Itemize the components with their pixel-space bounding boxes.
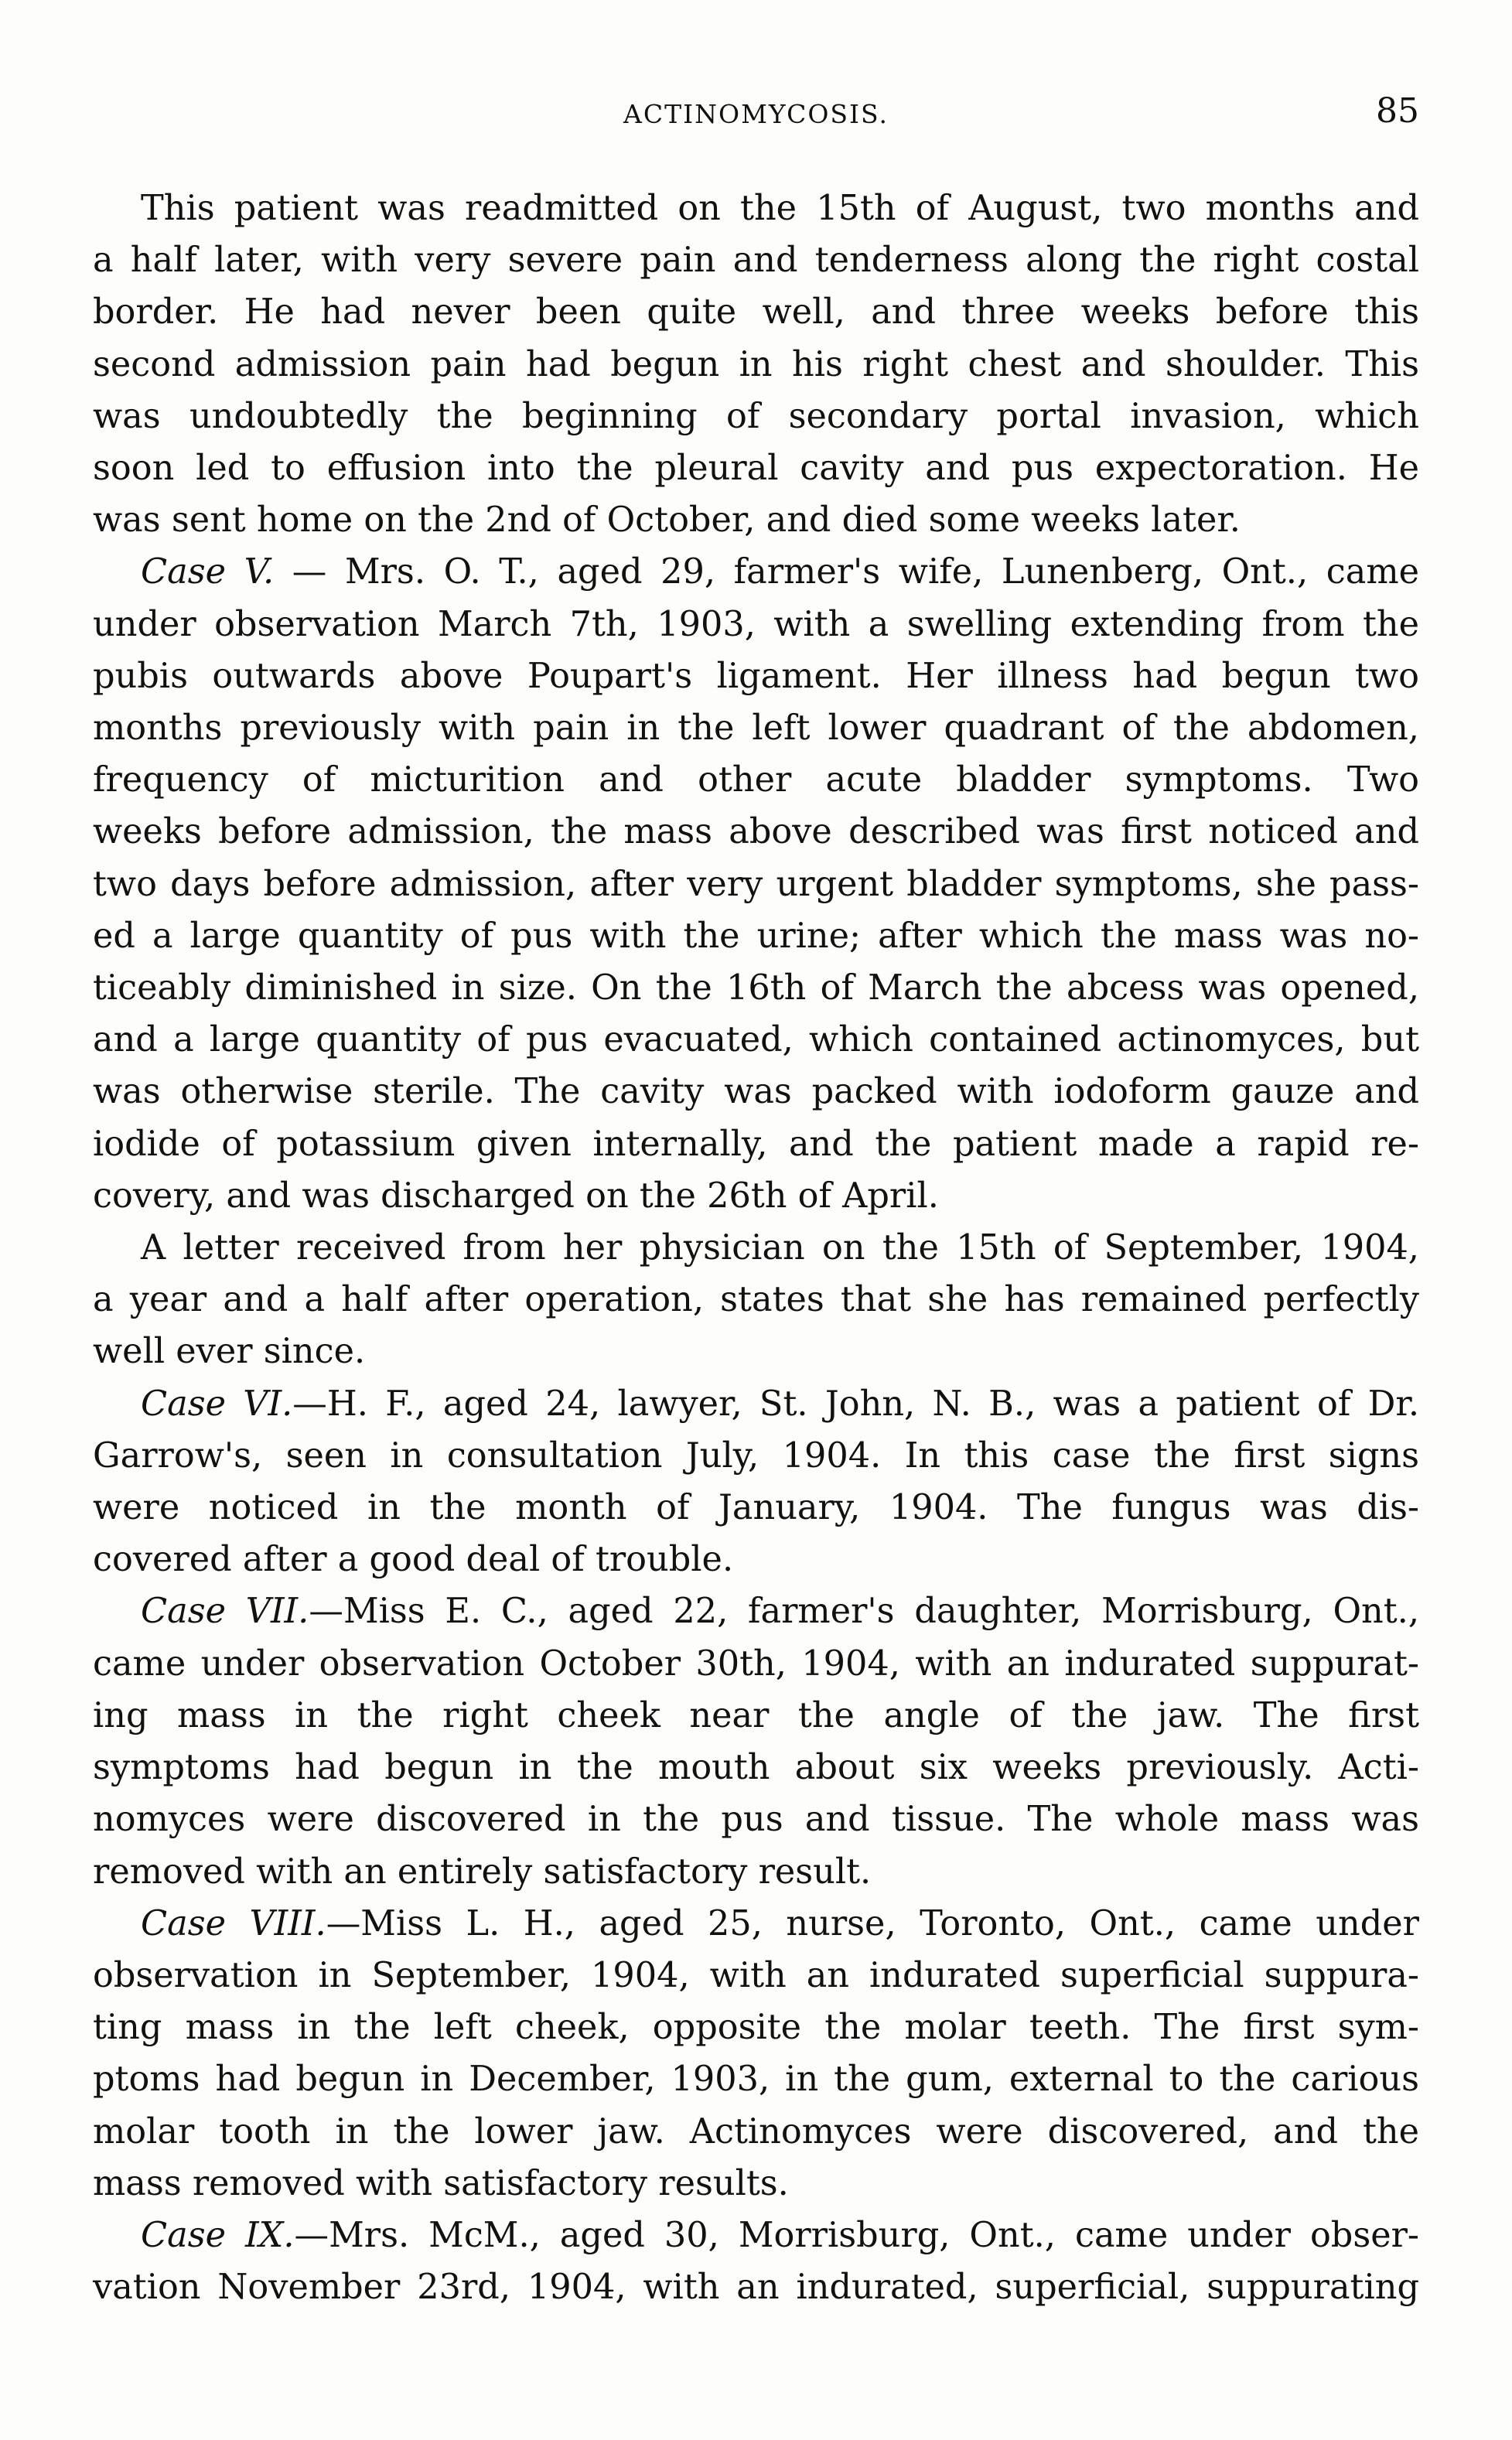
text-line: Garrow's, seen in consultation July, 1904. In this case the first signs (93, 1435, 1419, 1476)
text-line: ting mass in the left cheek, opposite the molar teeth. The first sym- (93, 2007, 1419, 2048)
text-line: a year and a half after operation, states that she has remained perfectly (93, 1279, 1419, 1320)
text-line: was undoubtedly the beginning of secondary portal invasion, which (93, 395, 1419, 436)
text-line (93, 1378, 1419, 1430)
case-text: —H. F., aged 24, lawyer, St. John, N. B., was a patient of Dr. (292, 1383, 1419, 1424)
text-line: under observation March 7th, 1903, with a swelling extending from the (93, 603, 1419, 644)
text-line: soon led to effusion into the pleural cavity and pus expectoration. He (93, 448, 1419, 489)
text-line: came under observation October 30th, 1904, with an indurated suppurat- (93, 1643, 1419, 1684)
text-line: removed with an entirely satisfactory result. (93, 1851, 872, 1892)
text-line: symptoms had begun in the mouth about six weeks previously. Acti- (93, 1747, 1419, 1788)
text-line: frequency of micturition and other acute bladder symptoms. Two (93, 759, 1419, 800)
text-line: covery, and was discharged on the 26th of April. (93, 1175, 939, 1216)
page-number: 85 (1376, 91, 1419, 131)
paragraph (93, 1222, 1419, 1378)
paragraph (93, 183, 1419, 546)
text-line (93, 1898, 1419, 1950)
text-line: nomyces were discovered in the pus and tissue. The whole mass was (93, 1799, 1419, 1840)
paragraph (93, 1898, 1419, 2210)
case-text: — Mrs. O. T., aged 29, farmer's wife, Lunenberg, Ont., came (274, 551, 1419, 592)
text-line: a half later, with very severe pain and tenderness along the right costal (93, 240, 1419, 281)
text-line: molar tooth in the lower jaw. Actinomyces were discovered, and the (93, 2111, 1419, 2152)
text-line: months previously with pain in the left lower quadrant of the abdomen, (93, 708, 1419, 749)
case-text: —Miss L. H., aged 25, nurse, Toronto, Ont., came under (326, 1903, 1419, 1943)
text-line: border. He had never been quite well, and three weeks before this (93, 292, 1419, 333)
paragraph (93, 546, 1419, 1222)
case-label: Case IX. (141, 2214, 295, 2255)
text-line: two days before admission, after very urgent bladder symptoms, she pass- (93, 863, 1419, 904)
case-text: —Miss E. C., aged 22, farmer's daughter, Morrisburg, Ont., (309, 1591, 1419, 1632)
text-line: ing mass in the right cheek near the angle of the jaw. The first (93, 1694, 1419, 1735)
paragraph (93, 1378, 1419, 1586)
paragraph (93, 1585, 1419, 1897)
text-line: covered after a good deal of trouble. (93, 1539, 734, 1580)
text-line: ptoms had begun in December, 1903, in the gum, external to the carious (93, 2059, 1419, 2100)
text-line: and a large quantity of pus evacuated, which contained actinomyces, but (93, 1019, 1419, 1060)
text-line: was sent home on the 2nd of October, and died some weeks later. (93, 500, 1241, 541)
text-line: ticeably diminished in size. On the 16th of March the abcess was opened, (93, 967, 1419, 1008)
case-label: Case V. (141, 551, 275, 592)
text-line: weeks before admission, the mass above described was first noticed and (93, 811, 1419, 852)
case-text: —Mrs. McM., aged 30, Morrisburg, Ont., came under obser- (294, 2214, 1419, 2255)
text-line: iodide of potassium given internally, and the patient made a rapid re- (93, 1123, 1419, 1164)
text-line: ed a large quantity of pus with the urine; after which the mass was no- (93, 915, 1419, 956)
case-label: Case VI. (141, 1383, 293, 1424)
text-line: pubis outwards above Poupart's ligament. Her illness had begun two (93, 655, 1419, 696)
text-line: observation in September, 1904, with an indurated superficial suppura- (93, 1954, 1419, 1995)
text-line: A letter received from her physician on the 15th of September, 1904, (141, 1227, 1419, 1268)
text-line: This patient was readmitted on the 15th of August, two months and (141, 188, 1419, 228)
text-line: mass removed with satisfactory results. (93, 2162, 789, 2203)
text-line (93, 546, 1419, 598)
text-line: were noticed in the month of January, 1904. The fungus was dis- (93, 1487, 1419, 1528)
body-text (93, 183, 1419, 2313)
case-label: Case VIII. (141, 1903, 326, 1943)
text-line: well ever since. (93, 1331, 366, 1372)
text-line: vation November 23rd, 1904, with an indurated, superficial, suppurating (93, 2267, 1419, 2308)
text-line: was otherwise sterile. The cavity was packed with iodoform gauze and (93, 1071, 1419, 1112)
paragraph (93, 2210, 1419, 2313)
running-title: ACTINOMYCOSIS. (623, 99, 889, 129)
text-line (93, 2210, 1419, 2261)
running-head (93, 91, 1419, 138)
text-line (93, 1585, 1419, 1637)
text-line: second admission pain had begun in his right chest and shoulder. This (93, 343, 1419, 384)
case-label: Case VII. (141, 1591, 309, 1632)
